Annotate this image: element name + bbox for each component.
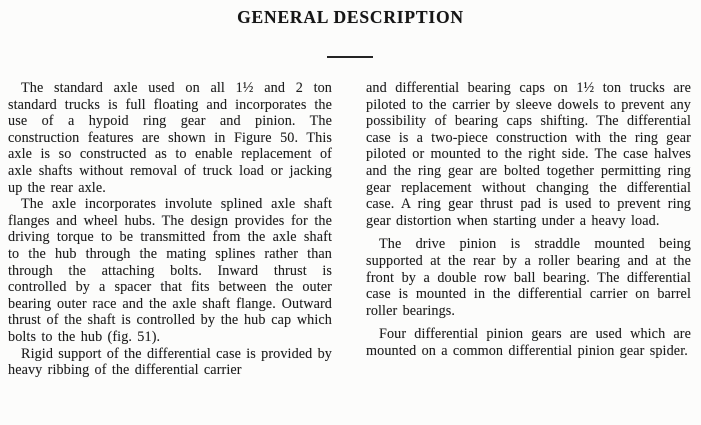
right-column: [366, 80, 691, 360]
paragraph-rigid-support: Rigid support of the differential case is provided by heavy ribbing of the differential carrier: [8, 345, 332, 379]
paragraph-axle-splines: The axle incorporates involute splined axle shaft flanges and wheel hubs. The design provides for the driving torque to be transmitted from the axle shaft to the hub through the mating splines rather than through the attaching bolts. Inward thrust is controlled by a spacer that fits between the outer bearing outer race and the axle shaft flange. Outward thrust of the shaft is controlled by the hub cap which bolts to the hub (fig. 51).: [8, 196, 332, 345]
paragraph-rigid-support-continuation: and differential bearing caps on 1½ ton trucks are piloted to the carrier by sleeve dowels to prevent any possibility of bearing caps shifting. The differential case is a two-piece construction with the ring gear piloted or mounted to the right side. The case halves and the ring gear are bolted together permitting ring gear replacement without changing the differential case. A ring gear thrust pad is used to prevent ring gear distortion when starting under a heavy load.: [366, 80, 691, 229]
left-column: [8, 80, 332, 379]
paragraph-pinion-gears: Four differential pinion gears are used which are mounted on a common differential pinion gear spider.: [366, 326, 691, 359]
paragraph-drive-pinion: The drive pinion is straddle mounted being supported at the rear by a roller bearing and at the front by a double row ball bearing. The differential case is mounted in the differential carrier on barrel roller bearings.: [366, 236, 691, 319]
paragraph-standard-axle: The standard axle used on all 1½ and 2 ton standard trucks is full floating and incorporates the use of a hypoid ring gear and pinion. The construction features are shown in Figure 50. This axle is so constructed as to enable replacement of axle shafts without removal of truck load or jacking up the rear axle.: [8, 80, 332, 196]
page-title: GENERAL DESCRIPTION: [237, 7, 464, 27]
title-divider-rule: [327, 56, 373, 58]
